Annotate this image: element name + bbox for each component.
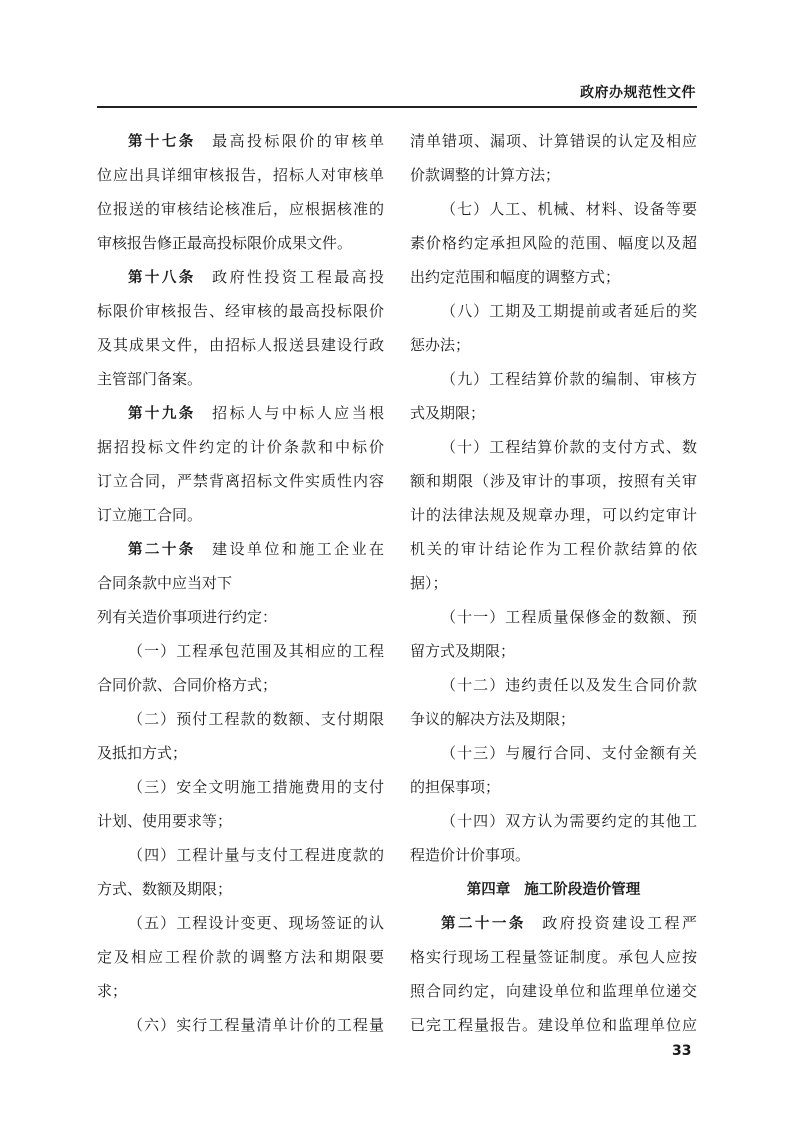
article-heading: 第二十条	[128, 542, 196, 558]
text-line	[97, 702, 384, 736]
text-line	[97, 1008, 384, 1042]
text-line	[410, 532, 697, 566]
text-line	[97, 566, 384, 600]
line-text: 出约定范围和幅度的调整方式；	[410, 268, 621, 286]
text-line	[410, 702, 697, 736]
left-column	[97, 124, 384, 1042]
text-line	[410, 226, 697, 260]
line-text: （二）预付工程款的数额、支付期限	[128, 710, 384, 728]
line-text: 订立施工合同。	[97, 506, 203, 524]
page-number: 33	[672, 1043, 692, 1059]
line-text: （一）工程承包范围及其相应的工程	[128, 642, 384, 660]
line-text: 求；	[97, 982, 128, 1000]
line-text: 式及期限；	[410, 404, 486, 422]
text-line	[97, 498, 384, 532]
line-text: 照合同约定，向建设单位和监理单位递交	[410, 982, 697, 1000]
line-text: 方式、数额及期限；	[97, 880, 233, 898]
line-text: 位报送的审核结论核准后，应根据核准的	[97, 200, 384, 218]
line-text: 据）；	[410, 574, 448, 592]
text-line	[97, 940, 384, 974]
text-line	[97, 872, 384, 906]
line-text: 主管部门备案。	[97, 370, 203, 388]
line-text: （十三）与履行合同、支付金额有关	[441, 744, 697, 762]
line-text: 机关的审计结论作为工程价款结算的依	[410, 540, 697, 558]
chapter-heading-number: 第四章	[466, 882, 511, 898]
text-line	[97, 192, 384, 226]
line-text: 政府性投资工程最高投	[209, 268, 384, 286]
text-line	[97, 770, 384, 804]
chapter-heading-title: 施工阶段造价管理	[524, 882, 641, 898]
article-heading: 第十八条	[128, 270, 196, 286]
text-line	[97, 736, 384, 770]
text-line	[97, 634, 384, 668]
text-line	[410, 600, 697, 634]
header-title: 政府办规范性文件	[580, 85, 696, 101]
article-heading: 第十七条	[128, 134, 196, 150]
line-text: 订立合同，严禁背离招标文件实质性内容	[97, 472, 384, 490]
text-line	[410, 1008, 697, 1042]
text-line	[410, 328, 697, 362]
line-text: 额和期限（涉及审计的事项，按照有关审	[410, 472, 697, 490]
line-text: 位应出具详细审核报告，招标人对审核单	[97, 166, 384, 184]
text-line	[97, 974, 384, 1008]
line-text: 留方式及期限；	[410, 642, 516, 660]
line-text: （四）工程计量与支付工程进度款的	[128, 846, 384, 864]
text-line	[410, 974, 697, 1008]
line-text: 及其成果文件，由招标人报送县建设行政	[97, 336, 384, 354]
text-line	[410, 396, 697, 430]
text-line	[410, 498, 697, 532]
text-line	[97, 430, 384, 464]
line-text: 素价格约定承担风险的范围、幅度以及超	[410, 234, 697, 252]
line-text: （五）工程设计变更、现场签证的认	[128, 914, 384, 932]
text-line	[410, 940, 697, 974]
article-heading: 第十九条	[128, 406, 196, 422]
text-line	[410, 804, 697, 838]
line-text: 合同条款中应当对下	[97, 574, 233, 592]
line-text: 定及相应工程价款的调整方法和期限要	[97, 948, 384, 966]
line-text: （十二）违约责任以及发生合同价款	[441, 676, 697, 694]
text-line	[97, 124, 384, 158]
line-text: 据招投标文件约定的计价条款和中标价	[97, 438, 384, 456]
text-line	[410, 566, 697, 600]
line-text: 争议的解决方法及期限；	[410, 710, 576, 728]
line-text: （九）工程结算价款的编制、审核方	[441, 370, 697, 388]
line-text: （七）人工、机械、材料、设备等要	[441, 200, 697, 218]
line-text: （八）工期及工期提前或者延后的奖	[441, 302, 697, 320]
line-text: 招标人与中标人应当根	[209, 404, 384, 422]
text-line	[97, 838, 384, 872]
text-line	[410, 838, 697, 872]
text-line	[97, 668, 384, 702]
line-text: 已完工程量报告。建设单位和监理单位应	[410, 1016, 697, 1034]
article-heading: 第二十一条	[441, 916, 526, 932]
text-line	[410, 770, 697, 804]
text-line	[97, 260, 384, 294]
text-line	[410, 634, 697, 668]
line-text: 价款调整的计算方法；	[410, 166, 561, 184]
text-line	[410, 736, 697, 770]
header-rule	[97, 106, 697, 108]
line-text: 清单错项、漏项、计算错误的认定及相应	[410, 132, 697, 150]
text-line	[410, 464, 697, 498]
text-line	[410, 158, 697, 192]
line-text: （六）实行工程量清单计价的工程量	[128, 1016, 384, 1034]
text-line	[97, 532, 384, 566]
text-line	[410, 260, 697, 294]
text-line	[97, 158, 384, 192]
text-line	[97, 906, 384, 940]
line-text: 计划、使用要求等；	[97, 812, 233, 830]
text-line	[97, 362, 384, 396]
text-line	[97, 294, 384, 328]
text-line	[410, 430, 697, 464]
line-text: 审核报告修正最高投标限价成果文件。	[97, 234, 353, 252]
text-line	[97, 804, 384, 838]
text-line	[410, 124, 697, 158]
line-text: 程造价计价事项。	[410, 846, 531, 864]
text-line	[410, 192, 697, 226]
line-text: （十一）工程质量保修金的数额、预	[441, 608, 697, 626]
text-line	[97, 226, 384, 260]
line-text: 政府投资建设工程严	[539, 914, 697, 932]
line-text: 及抵扣方式；	[97, 744, 188, 762]
text-line	[410, 362, 697, 396]
text-line	[410, 906, 697, 940]
right-column	[410, 124, 697, 1042]
line-text: （十四）双方认为需要约定的其他工	[441, 812, 697, 830]
line-text: 的担保事项；	[410, 778, 501, 796]
line-text: 合同价款、合同价格方式；	[97, 676, 278, 694]
text-line	[97, 464, 384, 498]
line-text: 惩办法；	[410, 336, 471, 354]
line-text: （三）安全文明施工措施费用的支付	[128, 778, 384, 796]
text-line	[97, 396, 384, 430]
line-text: （十）工程结算价款的支付方式、数	[441, 438, 697, 456]
text-line	[410, 872, 697, 906]
text-line	[410, 668, 697, 702]
line-text: 格实行现场工程量签证制度。承包人应按	[410, 948, 697, 966]
line-text: 计的法律法规及规章办理，可以约定审计	[410, 506, 697, 524]
text-line	[410, 294, 697, 328]
text-line	[97, 600, 384, 634]
line-text: 建设单位和施工企业在	[209, 540, 384, 558]
line-text: 最高投标限价的审核单	[209, 132, 384, 150]
line-text: 标限价审核报告、经审核的最高投标限价	[97, 302, 384, 320]
line-text: 列有关造价事项进行约定：	[97, 608, 278, 626]
text-line	[97, 328, 384, 362]
